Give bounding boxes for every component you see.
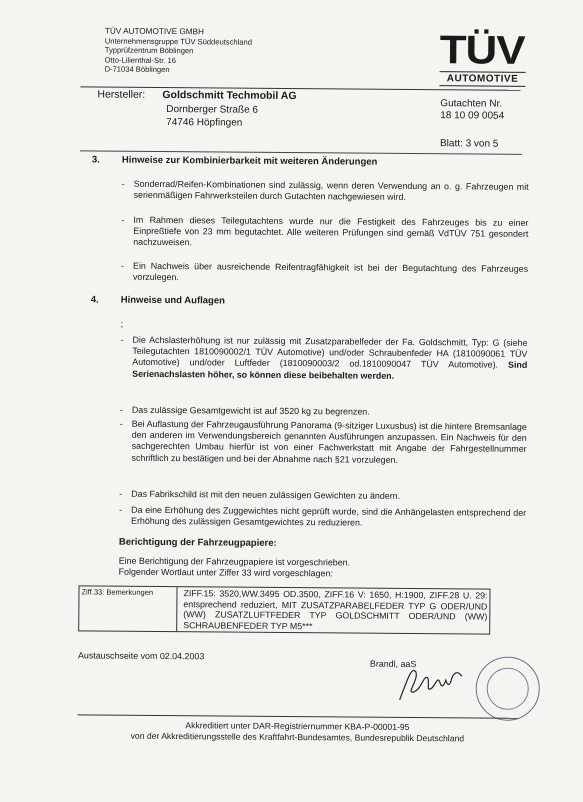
report-number-block bbox=[440, 98, 504, 123]
report-number: 18 10 09 0054 bbox=[440, 110, 505, 122]
section-3-item-3: - Ein Nachweis über ausreichende Reifentragfähigkeit ist bei der Begutachtung des Fahrzeuges vorzulegen. bbox=[121, 260, 529, 283]
section-3-number: 3. bbox=[91, 154, 100, 166]
signature-image bbox=[394, 656, 474, 707]
section-3-item-2: - Im Rahmen dieses Teilegutachtens wurde nur die Festigkeit des Fahrzeuges bis zu einer Einpreßtiefe von 23 mm begutachtet. Alle weiteren Prüfungen sind gemäß VdTÜV 751 gesondert nachzuweisen. bbox=[121, 214, 529, 248]
section-4-item-1: - Die Achslasterhöhung ist nur zulässig mit Zusatzparabelfeder der Fa. Goldschmitt, Typ: G (siehe Teilegutachten 1810090002/1 TÜV Automotive) und/oder Schraubenfeder HA (1810090061 TÜV Automotive) und/oder Luftfeder (1810090003/2 od.1810090047 TÜV Automotive). Sind Serienachslasten höher, so können diese beibehalten werden. bbox=[120, 334, 528, 381]
company-group: Unternehmensgruppe TÜV Süddeutschland bbox=[104, 36, 253, 47]
logo-text: TÜV bbox=[439, 28, 525, 73]
table-label: Ziff.33: Bemerkungen bbox=[79, 586, 177, 631]
berichtigung-line-1: Eine Berichtigung der Fahrzeugpapiere ist vorgeschrieben. bbox=[118, 555, 351, 568]
company-center: Typprüfzentrum Böblingen bbox=[104, 45, 194, 56]
official-stamp bbox=[475, 656, 540, 721]
company-name: TÜV AUTOMOTIVE GMBH bbox=[104, 26, 204, 37]
company-city: D-71034 Böblingen bbox=[104, 64, 170, 75]
berichtigung-line-2: Folgender Wortlaut unter Ziffer 33 wird vorgeschlagen: bbox=[118, 566, 333, 579]
page-indicator: Blatt: 3 von 5 bbox=[439, 138, 499, 150]
exchange-date: Austauschseite vom 02.04.2003 bbox=[77, 650, 205, 662]
report-label: Gutachten Nr. bbox=[440, 98, 503, 110]
section-3-title: Hinweise zur Kombinierbarkeit mit weiteren Änderungen bbox=[121, 154, 378, 168]
manufacturer-street: Dornberger Straße 6 bbox=[166, 104, 259, 116]
tuv-logo bbox=[439, 28, 525, 87]
berichtigung-title: Berichtigung der Fahrzeugpapiere: bbox=[118, 536, 277, 549]
footer-line-2: von der Akkreditierungsstelle des Kraftfahrt-Bundesamtes, Bundesrepublik Deutschland bbox=[130, 730, 465, 744]
section-4-item-2: - Das zulässige Gesamtgewicht ist auf 3520 kg zu begrenzen. bbox=[119, 404, 370, 417]
table-text: ZIFF.15: 3520,WW.3495 OD.3500, ZIFF.16 V: 1650, H:1900, ZIFF.28 U. 29: entsprechend reduziert, MIT ZUSATZPARABELFEDER TYP G ODER/UND (WW) ZUSATZLUFTFEDER TYP GOLDSCHMITT ODER/UND (WW) SCHRAUBENFEDER TYP M5*** bbox=[183, 588, 490, 631]
section-4-item-1-bold: Sind Serienachslasten höher, so können diese beibehalten werden. bbox=[132, 360, 528, 381]
manufacturer-label: Hersteller: bbox=[97, 88, 146, 101]
manufacturer-name: Goldschmitt Techmobil AG bbox=[162, 88, 297, 103]
stamp-inner-ring bbox=[487, 668, 529, 710]
letterhead-address bbox=[105, 27, 253, 76]
header-divider bbox=[80, 86, 520, 90]
footer bbox=[77, 714, 517, 744]
logo-subtitle: AUTOMOTIVE bbox=[439, 71, 525, 87]
stray-mark: ; bbox=[120, 318, 124, 329]
section-4-item-3: - Bei Auflastung der Fahrzeugausführung Panorama (9-sitziger Luxusbus) ist die hintere Bremsanlage den anderen im Verwendungsbereich genannten Ausführungen anzupassen. Ein Nachweis für den sachgerechten Umbau hierfür ist von einer Fachwerkstatt mit Angabe der Fahrgestellnummer schriftlich zu bestätigen und bei der Abnahme nach §21 vorzulegen. bbox=[119, 418, 527, 465]
section-3-item-1: - Sonderrad/Reifen-Kombinationen sind zulässig, wenn deren Verwendung an o. g. Fahrzeugen mit serienmäßigen Fahrwerksteilen durch Gutachten nachgewiesen wird. bbox=[121, 178, 529, 203]
manufacturer-city: 74746 Höpfingen bbox=[166, 117, 243, 129]
manufacturer-address bbox=[166, 103, 258, 130]
footer-line-1: Akkreditiert unter DAR-Registriernummer KBA-P-00001-95 bbox=[185, 720, 410, 732]
signer-name: Brandl, aaS bbox=[369, 658, 417, 670]
section-4-number: 4. bbox=[90, 294, 99, 306]
section-4-item-5: - Da eine Erhöhung des Zuggewichtes nicht geprüft wurde, sind die Anhängelasten entsprechend der Erhöhung des zulässigen Gesamtgewichtes zu reduzieren. bbox=[119, 504, 527, 528]
section-4-title: Hinweise und Auflagen bbox=[120, 294, 225, 307]
section-4-item-4: - Das Fabrikschild ist mit den neuen zulässigen Gewichten zu ändern. bbox=[119, 488, 401, 501]
company-street: Otto-Lilienthal-Str. 16 bbox=[104, 55, 177, 65]
ziffer-33-table bbox=[78, 585, 490, 634]
